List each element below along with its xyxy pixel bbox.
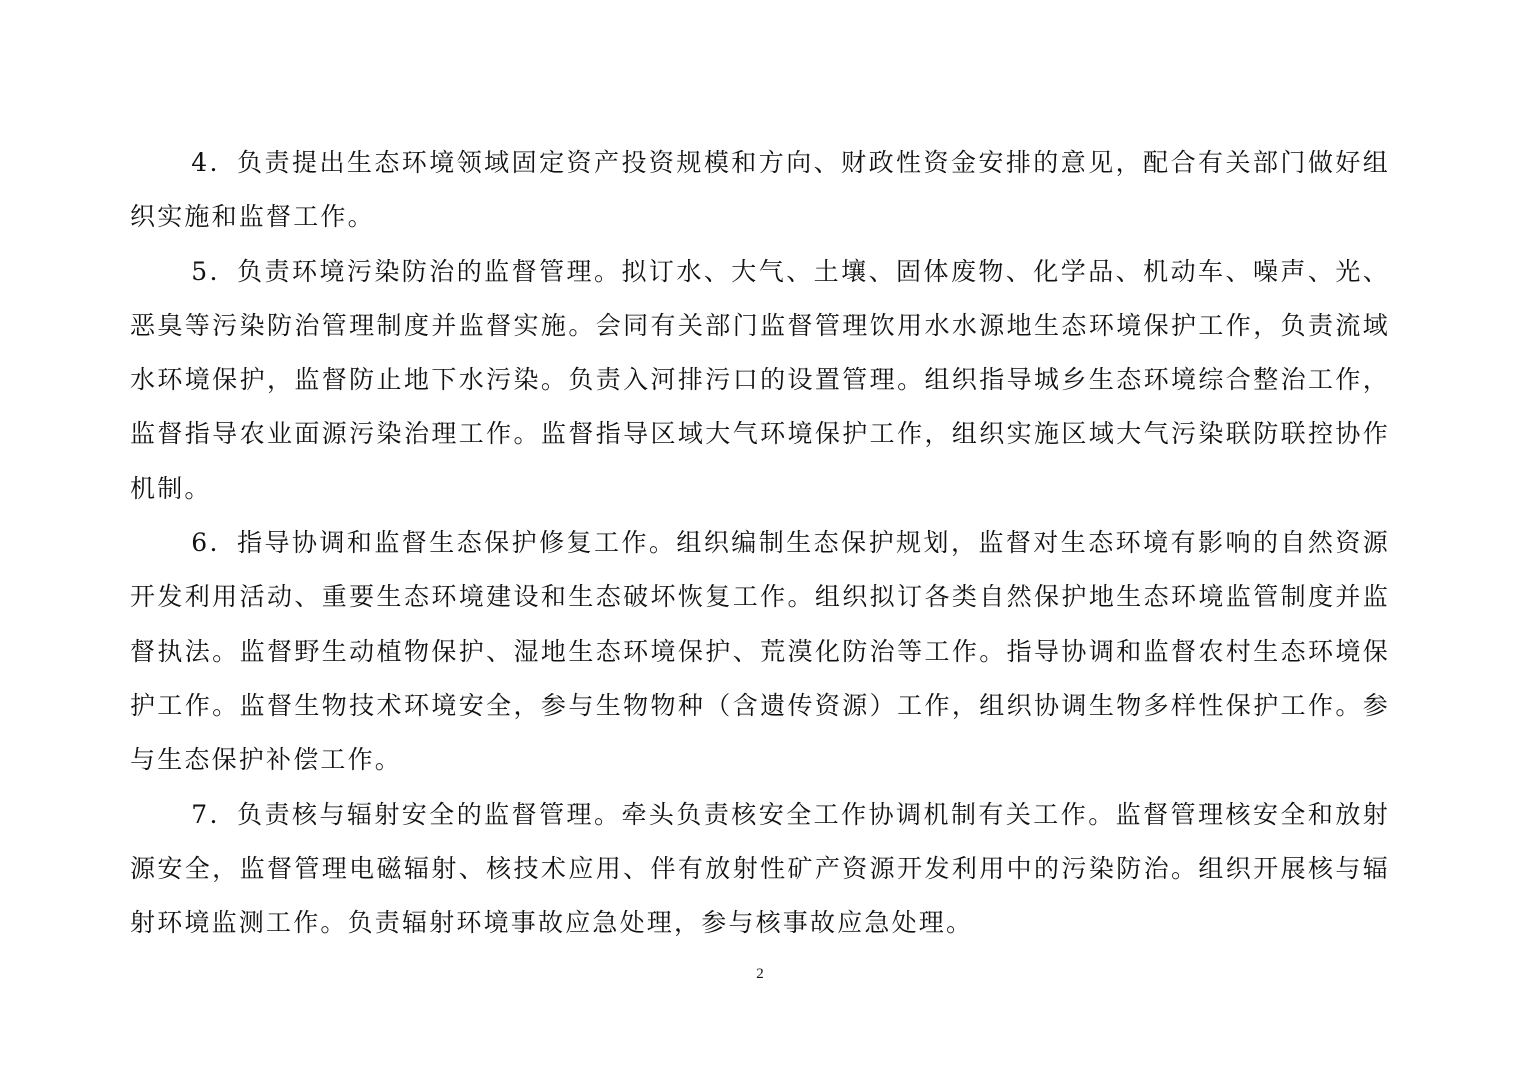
page-number: 2 <box>756 966 764 982</box>
paragraph-item-6: 6．指导协调和监督生态保护修复工作。组织编制生态保护规划，监督对生态环境有影响的自然资源开发利用活动、重要生态环境建设和生态破坏恢复工作。组织拟订各类自然保护地生态环境监管制度并监督执法。监督野生动植物保护、湿地生态环境保护、荒漠化防治等工作。指导协调和监督农村生态环境保护工作。监督生物技术环境安全，参与生物物种（含遗传资源）工作，组织协调生物多样性保护工作。参与生态保护补偿工作。 <box>130 528 1390 775</box>
document-body <box>130 136 1390 950</box>
paragraph-item-4: 4．负责提出生态环境领域固定资产投资规模和方向、财政性资金安排的意见，配合有关部门做好组织实施和监督工作。 <box>130 148 1390 232</box>
paragraph-item-5: 5．负责环境污染防治的监督管理。拟订水、大气、土壤、固体废物、化学品、机动车、噪声、光、恶臭等污染防治管理制度并监督实施。会同有关部门监督管理饮用水水源地生态环境保护工作，负责流域水环境保护，监督防止地下水污染。负责入河排污口的设置管理。组织指导城乡生态环境综合整治工作，监督指导农业面源污染治理工作。监督指导区域大气环境保护工作，组织实施区域大气污染联防联控协作机制。 <box>130 256 1390 503</box>
paragraph-item-7: 7．负责核与辐射安全的监督管理。牵头负责核安全工作协调机制有关工作。监督管理核安全和放射源安全，监督管理电磁辐射、核技术应用、伴有放射性矿产资源开发利用中的污染防治。组织开展核与辐射环境监测工作。负责辐射环境事故应急处理，参与核事故应急处理。 <box>130 799 1390 938</box>
